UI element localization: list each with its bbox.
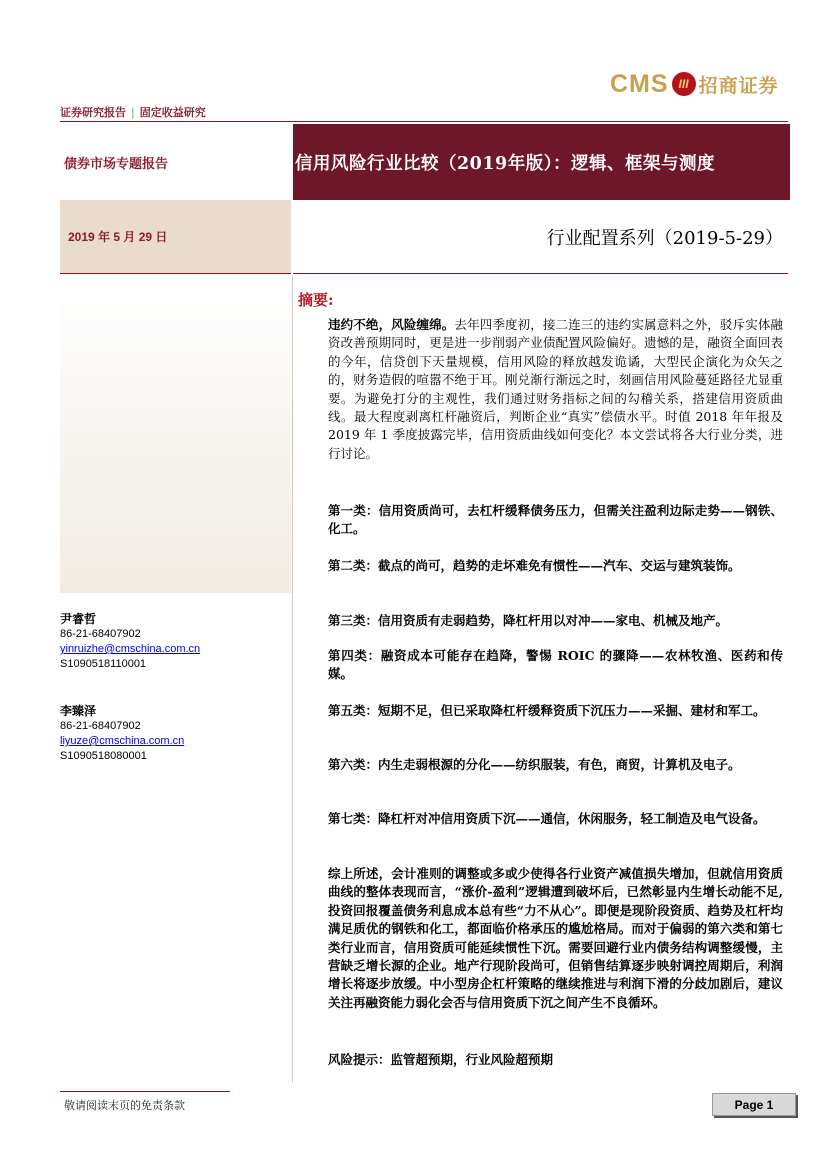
page-number: Page 1: [712, 1093, 796, 1116]
abstract-intro-paragraph: [328, 316, 783, 463]
column-divider: [292, 276, 293, 1082]
author-license: S1090518110001: [60, 658, 147, 670]
class-7-paragraph: [328, 810, 783, 828]
author-email-link[interactable]: liyuze@cmschina.com.cn: [60, 735, 185, 747]
date-divider-right: [293, 273, 788, 274]
risk-label: 风险提示：: [328, 1052, 391, 1067]
intro-text: 去年四季度初，接二连三的违约实属意料之外，驳斥实体融资改善预期同时，更是进一步削弱产业债配置风险偏好。遗憾的是，融资全面回表的今年，信贷创下天量规模，信用风险的释放越发诡谲，大型民企演化为众矢之的，财务造假的喧嚣不绝于耳。刚兑渐行渐远之时，刻画信用风险蔓延路径尤显重要。为避免打分的主观性，我们通过财务指标之间的勾稽关系，搭建信用资质曲线。最大程度剥离杠杆融资后，判断企业“真实”偿债水平。时值 2018 年年报及 2019 年 1 季度披露完毕，信用资质曲线如何变化？本文尝试将各大行业分类，进行讨论。: [328, 317, 783, 461]
category-separator: |: [131, 106, 135, 119]
class-2-label: 第二类：: [328, 558, 379, 573]
report-date: 2019 年 5 月 29 日: [60, 200, 291, 273]
date-divider-left: [60, 273, 291, 274]
company-logo: [610, 66, 779, 102]
report-type: 债券市场专题报告: [64, 156, 169, 172]
risk-warning: [328, 1051, 783, 1069]
class-3-text: 信用资质有走弱趋势，降杠杆用以对冲——家电、机械及地产。: [378, 613, 729, 628]
author-phone: 86-21-68407902: [60, 720, 141, 732]
report-category: [60, 104, 206, 120]
report-series: 行业配置系列（2019-5-29）: [546, 227, 783, 249]
author-email-link[interactable]: yinruizhe@cmschina.com.cn: [60, 643, 201, 655]
class-6-label: 第六类：: [328, 757, 379, 772]
sidebar-panel: [60, 284, 291, 593]
class-2-paragraph: [328, 557, 783, 575]
class-1-paragraph: [328, 502, 783, 539]
author-license: S1090518080001: [60, 750, 147, 762]
class-4-label: 第四类：: [328, 648, 381, 663]
category-research: 证券研究报告: [60, 106, 126, 119]
class-5-text: 短期不足，但已采取降杠杆缓释资质下沉压力——采掘、建材和军工。: [378, 703, 766, 718]
logo-company-name: 招商证券: [698, 74, 779, 97]
class-6-paragraph: [328, 756, 783, 774]
risk-text: 监管超预期，行业风险超预期: [390, 1052, 554, 1067]
class-6-text: 内生走弱根源的分化——纺织服装，有色，商贸，计算机及电子。: [378, 757, 741, 772]
class-3-label: 第三类：: [328, 613, 379, 628]
class-7-label: 第七类：: [328, 811, 379, 826]
author-name: 尹睿哲: [60, 612, 97, 626]
summary-paragraph: 综上所述，会计准则的调整或多或少使得各行业资产减值损失增加，但就信用资质曲线的整体表现而言，“涨价-盈利”逻辑遭到破坏后，已然彰显内生增长动能不足,投资回报覆盖债务利息成本总有些“力不从心”。即便是现阶段资质、趋势及杠杆均满足质优的钢铁和化工，都面临价格承压的尴尬格局。而对于偏弱的第六类和第七类行业而言，信用资质可能延续惯性下沉。需要回避行业内债务结构调整缓慢，主营缺乏增长源的企业。地产行现阶段尚可，但销售结算逐步映射调控周期后，利润增长将逐步放缓。中小型房企杠杆策略的继续推进与利润下滑的分歧加剧后，建议关注再融资能力弱化会否与信用资质下沉之间产生不良循环。: [328, 866, 783, 1010]
abstract-heading: 摘要:: [298, 291, 334, 309]
class-7-text: 降杠杆对冲信用资质下沉——通信，休闲服务，轻工制造及电气设备。: [378, 811, 766, 826]
author-phone: 86-21-68407902: [60, 628, 141, 640]
author-name: 李臻泽: [60, 704, 97, 718]
class-3-paragraph: [328, 612, 783, 630]
footer-divider: [60, 1091, 230, 1092]
category-fixed-income: 固定收益研究: [139, 106, 206, 119]
class-2-text: 截点的尚可，趋势的走坏难免有惯性——汽车、交运与建筑装饰。: [378, 558, 741, 573]
class-4-paragraph: [328, 647, 783, 684]
report-title: 信用风险行业比较（2019年版）：逻辑、框架与测度: [295, 153, 715, 174]
author-card: [60, 612, 200, 672]
author-card: [60, 704, 184, 764]
top-divider: [60, 121, 788, 122]
class-1-label: 第一类：: [328, 503, 379, 518]
class-1-text: 信用资质尚可，去杠杆缓释债务压力，但需关注盈利边际走势——钢铁、化工。: [328, 503, 783, 537]
class-4-text: 融资成本可能存在趋降，警惕 ROIC 的骤降——农林牧渔、医药和传媒。: [328, 648, 783, 682]
footer-disclaimer: 敬请阅读末页的免责条款: [64, 1099, 185, 1112]
intro-lead: 违约不绝，风险缠绵。: [328, 317, 455, 332]
class-5-paragraph: [328, 702, 783, 720]
logo-badge-icon: III: [672, 72, 696, 96]
logo-cms-text: CMS: [610, 69, 669, 98]
title-bar: [293, 124, 790, 200]
class-5-label: 第五类：: [328, 703, 379, 718]
